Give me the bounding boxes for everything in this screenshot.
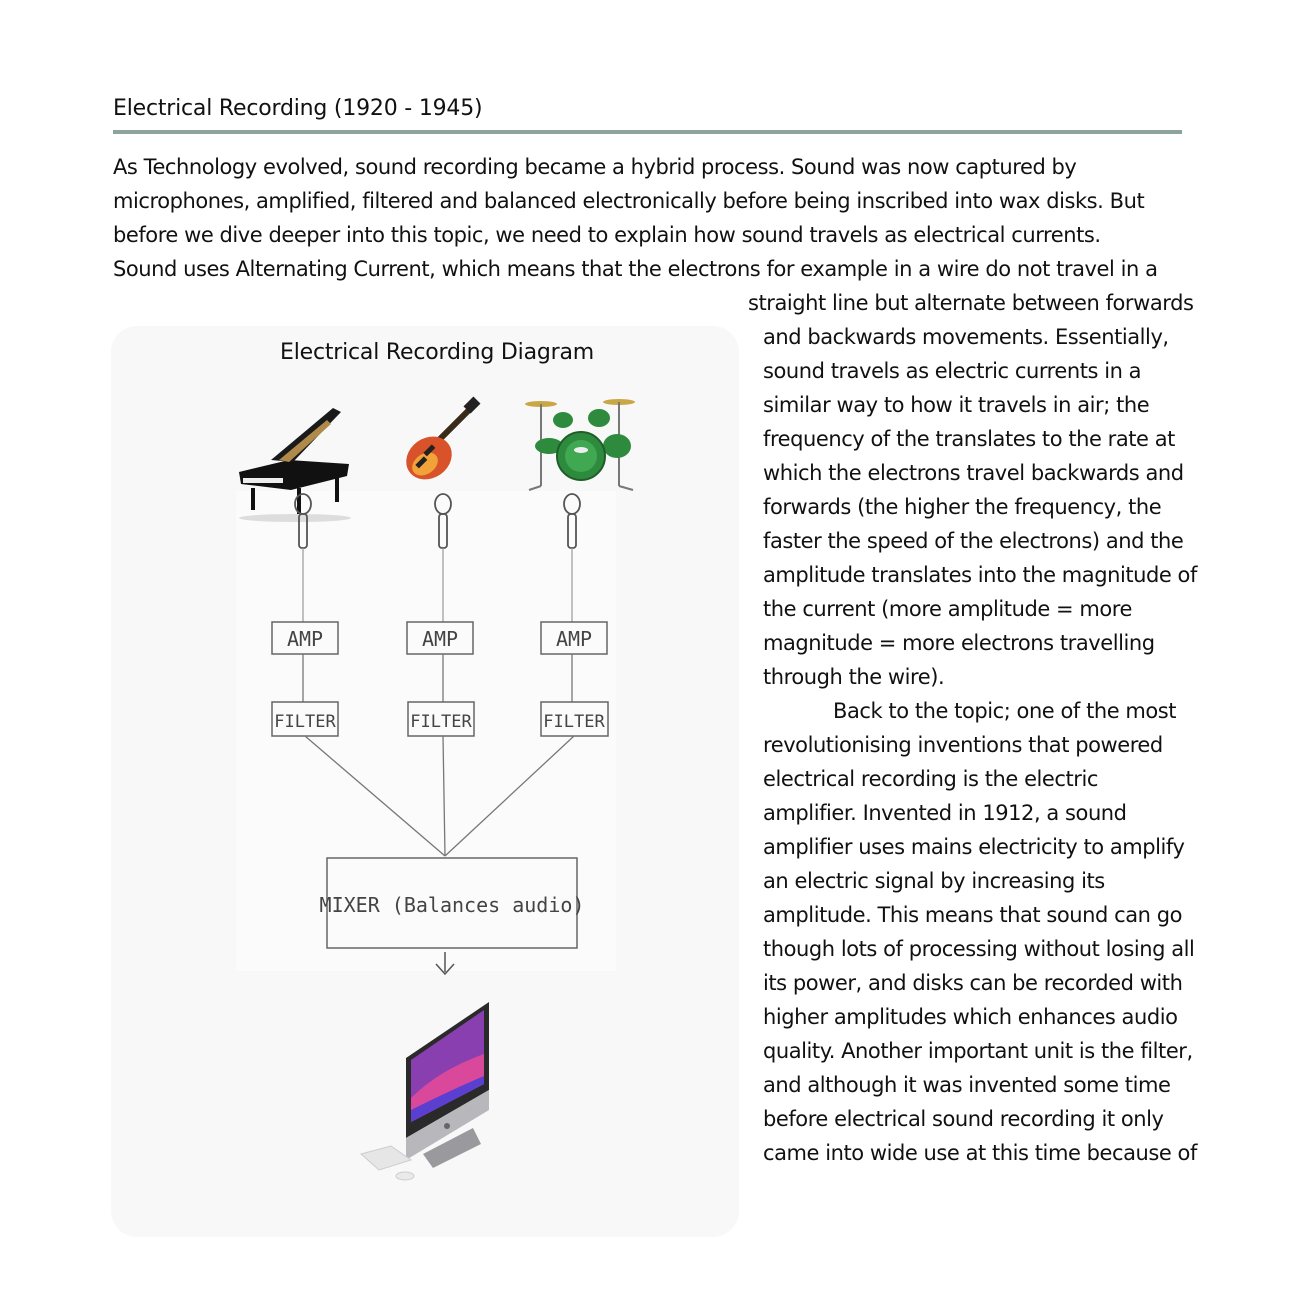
body-line: higher amplitudes which enhances audio [763, 1005, 1178, 1029]
body-line: though lots of processing without losing all [763, 937, 1195, 961]
body-line: amplitude. This means that sound can go [763, 903, 1182, 927]
amp-label: AMP [286, 627, 324, 651]
body-line: straight line but alternate between forwards [748, 291, 1194, 315]
body-line: frequency of the translates to the rate at [763, 427, 1175, 451]
body-line: forwards (the higher the frequency, the [763, 495, 1162, 519]
title-divider [113, 130, 1182, 134]
drum-kit-icon [525, 399, 635, 490]
body-text-column [748, 286, 1198, 1170]
intro-line: before we dive deeper into this topic, we need to explain how sound travels as electrical currents. [113, 223, 1101, 247]
body-line: through the wire). [763, 665, 945, 689]
body-line: Back to the topic; one of the most [833, 699, 1177, 723]
body-line: the current (more amplitude = more [763, 597, 1132, 621]
body-line: quality. Another important unit is the filter, [763, 1039, 1193, 1063]
body-line: came into wide use at this time because of [763, 1141, 1197, 1165]
body-line: before electrical sound recording it only [763, 1107, 1164, 1131]
electric-guitar-icon [398, 397, 481, 489]
mixer-label: MIXER (Balances audio) [319, 893, 585, 917]
body-line: magnitude = more electrons travelling [763, 631, 1155, 655]
intro-line: Sound uses Alternating Current, which means that the electrons for example in a wire do not travel in a [113, 257, 1158, 281]
intro-line: As Technology evolved, sound recording became a hybrid process. Sound was now captured by [113, 155, 1077, 179]
intro-paragraph [113, 150, 1193, 286]
body-line: similar way to how it travels in air; the [763, 393, 1150, 417]
body-line: amplitude translates into the magnitude of [763, 563, 1197, 587]
filter-label: FILTER [274, 712, 336, 732]
body-line: and although it was invented some time [763, 1073, 1171, 1097]
recording-diagram [111, 326, 739, 1237]
body-line: faster the speed of the electrons) and the [763, 529, 1184, 553]
diagram-title: Electrical Recording Diagram [280, 340, 594, 365]
filter-label: FILTER [543, 712, 605, 732]
body-line: electrical recording is the electric [763, 767, 1098, 791]
diagram-card [111, 326, 739, 1237]
imac-icon [361, 1002, 489, 1180]
amp-label: AMP [555, 627, 593, 651]
body-line: amplifier uses mains electricity to amplify [763, 835, 1185, 859]
intro-line: microphones, amplified, filtered and balanced electronically before being inscribed into wax disks. But [113, 189, 1145, 213]
amp-label: AMP [421, 627, 459, 651]
body-line: amplifier. Invented in 1912, a sound [763, 801, 1127, 825]
body-line: an electric signal by increasing its [763, 869, 1105, 893]
filter-label: FILTER [410, 712, 472, 732]
body-line: sound travels as electric currents in a [763, 359, 1142, 383]
body-line: its power, and disks can be recorded with [763, 971, 1183, 995]
body-line: and backwards movements. Essentially, [763, 325, 1169, 349]
body-line: revolutionising inventions that powered [763, 733, 1163, 757]
body-line: which the electrons travel backwards and [763, 461, 1184, 485]
section-title: Electrical Recording (1920 - 1945) [113, 96, 483, 121]
